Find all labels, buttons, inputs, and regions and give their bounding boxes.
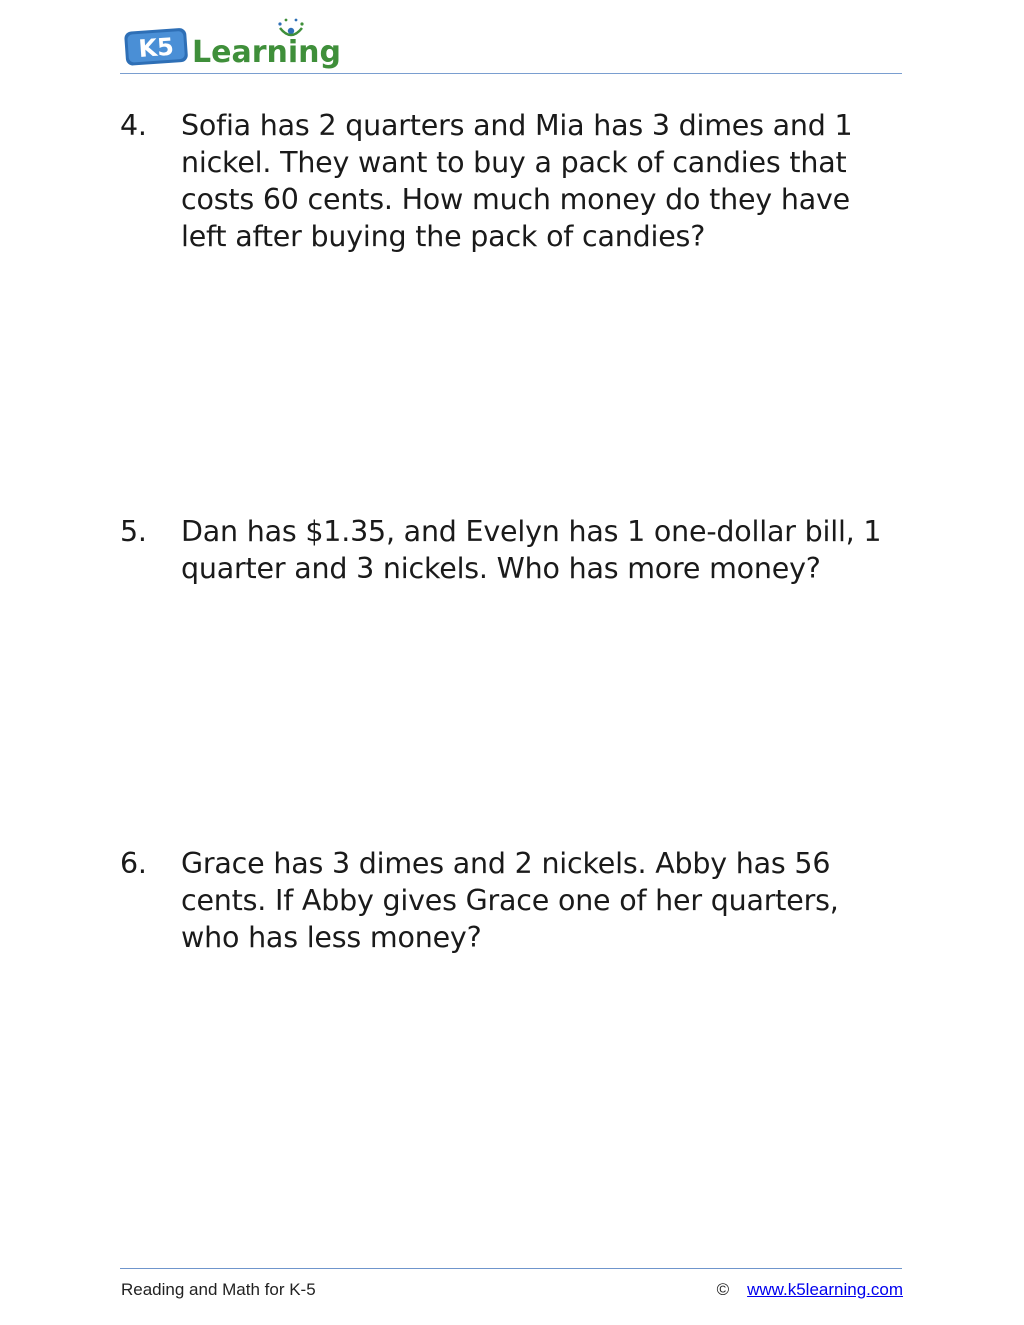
footer-credits [717,1280,903,1300]
copyright-symbol: © [716,1280,730,1299]
question-6 [120,845,900,956]
question-text: Sofia has 2 quarters and Mia has 3 dimes and 1 nickel. They want to buy a pack of candies that costs 60 cents. How much money do they have left after buying the pack of candies? [181,109,853,253]
k5-learning-logo [120,18,350,74]
logo-k5-text: K5 [137,32,175,63]
logo-word-text: Learning [192,35,341,70]
footer-tagline: Reading and Math for K-5 [121,1280,316,1299]
question-text: Grace has 3 dimes and 2 nickels. Abby has 56 cents. If Abby gives Grace one of her quarters, who has less money? [181,847,839,954]
question-5 [120,513,900,587]
question-number: 5. [120,515,147,548]
logo-figure-icon [278,19,303,35]
website-link[interactable]: www.k5learning.com [747,1280,903,1299]
question-4 [120,107,900,255]
header-divider [120,73,902,74]
footer-divider [120,1268,902,1269]
question-number: 4. [120,109,147,142]
question-number: 6. [120,847,147,880]
question-text: Dan has $1.35, and Evelyn has 1 one-dollar bill, 1 quarter and 3 nickels. Who has more money? [181,515,882,585]
logo-graphic [120,18,350,74]
